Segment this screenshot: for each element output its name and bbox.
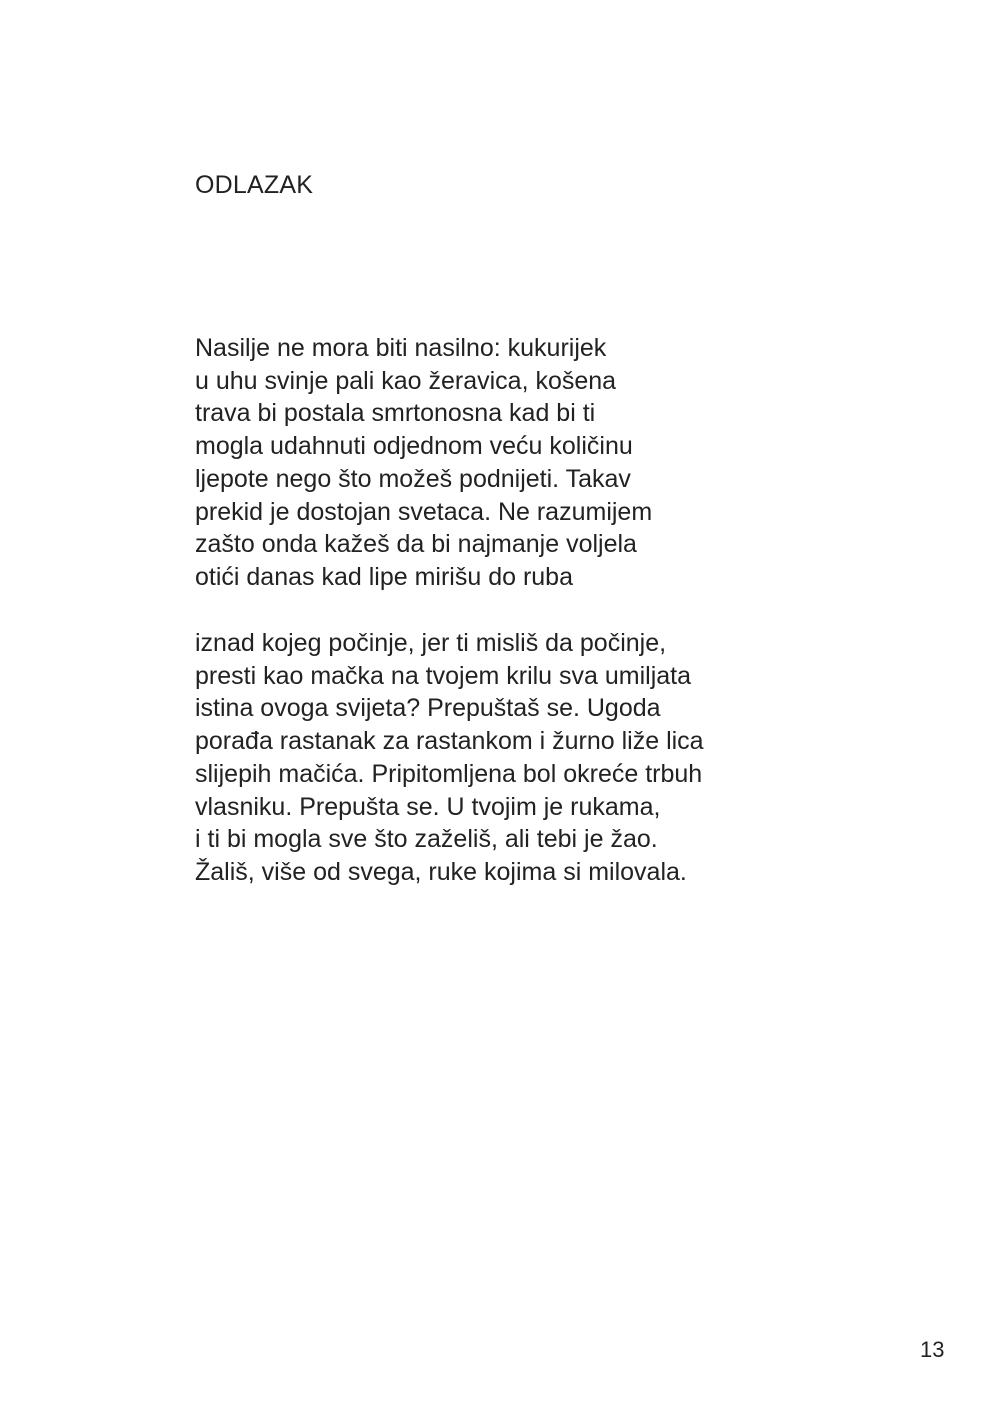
poem-line: porađa rastanak za rastankom i žurno liže lica <box>195 727 704 756</box>
poem-line: mogla udahnuti odjednom veću količinu <box>195 432 633 461</box>
poem-line: i ti bi mogla sve što zaželiš, ali tebi je žao. <box>195 825 658 854</box>
stanza-2 <box>195 627 704 889</box>
poem-line: ljepote nego što možeš podnijeti. Takav <box>195 464 631 493</box>
poem-line: istina ovoga svijeta? Prepuštaš se. Ugoda <box>195 694 661 723</box>
poem-title: ODLAZAK <box>195 171 314 199</box>
poem-line: prekid je dostojan svetaca. Ne razumijem <box>195 497 653 526</box>
stanza-1 <box>195 332 652 594</box>
poem-line: u uhu svinje pali kao žeravica, košena <box>195 366 617 395</box>
poem-line: zašto onda kažeš da bi najmanje voljela <box>195 530 637 559</box>
poem-line: Žališ, više od svega, ruke kojima si milovala. <box>195 857 687 886</box>
poem-line: Nasilje ne mora biti nasilno: kukurijek <box>195 334 607 362</box>
poem-line: otići danas kad lipe mirišu do ruba <box>195 562 573 591</box>
poem-line: slijepih mačića. Pripitomljena bol okreće trbuh <box>195 759 703 788</box>
poem-line: iznad kojeg počinje, jer ti misliš da počinje, <box>195 629 667 657</box>
poem-line: trava bi postala smrtonosna kad bi ti <box>195 399 596 428</box>
poem-line: vlasniku. Prepušta se. U tvojim je rukama, <box>195 792 661 821</box>
page-number: 13 <box>920 1337 945 1362</box>
poem-line: presti kao mačka na tvojem krilu sva umiljata <box>195 661 692 690</box>
